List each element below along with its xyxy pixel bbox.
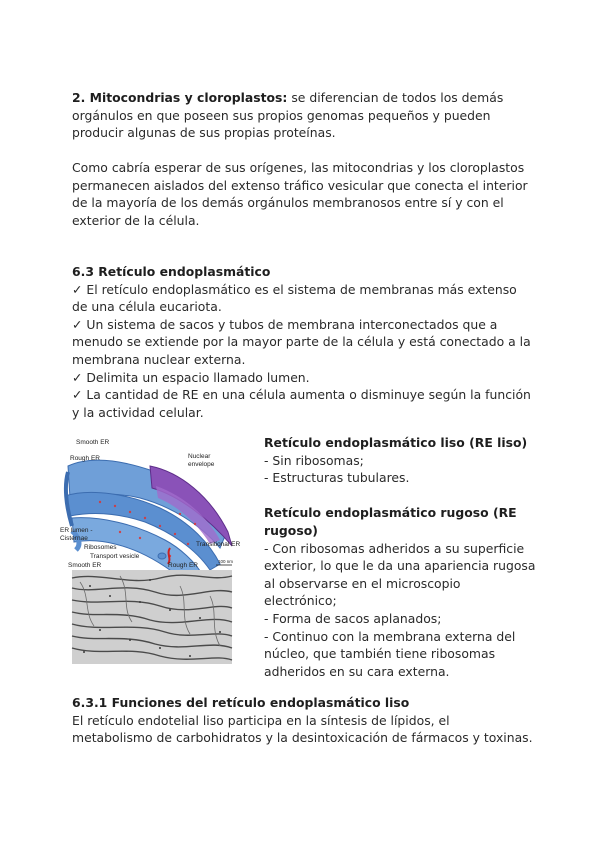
re-liso-item: - Estructuras tubulares. — [264, 470, 410, 486]
er-item: ✓ Delimita un espacio llamado lumen. — [72, 369, 310, 385]
label-rough-er-top: Rough ER — [70, 455, 100, 462]
er-item: ✓ El retículo endoplasmático es el sistema de membranas más extenso de una célula eucariota. — [72, 281, 517, 315]
mitochondria-heading: 2. Mitocondrias y cloroplastos: — [72, 90, 288, 105]
functions-heading: 6.3.1 Funciones del retículo endoplasmático liso — [72, 695, 410, 710]
check-icon: ✓ — [72, 387, 83, 403]
er-diagram — [60, 436, 240, 666]
label-scale: 100 nm — [218, 559, 234, 564]
label-smooth-er-bottom: Smooth ER — [68, 562, 102, 569]
check-icon: ✓ — [72, 281, 83, 297]
er-item: ✓ La cantidad de RE en una célula aumenta o disminuye según la función y la actividad celular. — [72, 387, 531, 420]
label-nuclear-envelope-2: envelope — [188, 461, 215, 468]
label-er-lumen: ER lumen - — [60, 527, 93, 534]
er-micrograph — [72, 570, 232, 664]
origins-paragraph: Como cabría esperar de sus orígenes, las mitocondrias y los cloroplastos permanecen aislados del extenso tráfico vesicular que conecta el interior de la mayoría de los demás orgánulos membranosos entre sí y con el exterior de la célula. — [72, 160, 528, 228]
re-rugoso-item: - Con ribosomas adheridos a su superficie exterior, lo que le da una apariencia rugosa al observarse en el microscopio electrónico; — [264, 540, 536, 609]
spacer — [264, 487, 536, 505]
label-transitional-er: Transitional ER — [196, 541, 240, 548]
functions-text: El retículo endotelial liso participa en la síntesis de lípidos, el metabolismo de carbohidratos y la desintoxicación de fármacos y toxinas. — [72, 712, 533, 746]
label-rough-er-bottom: Rough ER — [168, 562, 198, 569]
label-nuclear-envelope-1: Nuclear — [188, 453, 211, 460]
check-icon: ✓ — [72, 369, 83, 385]
re-liso-item: - Sin ribosomas; — [264, 452, 364, 468]
re-liso-title: Retículo endoplasmático liso (RE liso) — [264, 435, 528, 450]
re-rugoso-item: - Forma de sacos aplanados; — [264, 610, 442, 626]
label-smooth-er-top: Smooth ER — [76, 439, 110, 446]
er-item: ✓ Un sistema de sacos y tubos de membrana interconectados que a menudo se extiende por la mayor parte de la célula y está conectado a la membrana nuclear externa. — [72, 316, 531, 367]
label-transport-vesicle: Transport vesicle — [90, 553, 140, 560]
section-mitochondria — [72, 89, 534, 142]
section-smooth-er-functions — [72, 694, 534, 747]
section-er — [72, 263, 534, 421]
section-origins — [72, 159, 534, 229]
label-ribosomes: Ribosomes — [84, 544, 117, 551]
er-heading: 6.3 Retículo endoplasmático — [72, 264, 271, 279]
mitochondria-text: se diferencian de todos los demás orgánulos en que poseen sus propios genomas pequeños y pueden producir algunas de sus propias proteínas. — [72, 90, 504, 141]
mitochondria-paragraph — [72, 89, 534, 142]
er-types-column — [264, 434, 536, 680]
re-rugoso-item: - Continuo con la membrana externa del núcleo, que también tiene ribosomas adheridos en su cara externa. — [264, 628, 516, 679]
re-rugoso-title: Retículo endoplasmático rugoso (RE rugoso) — [264, 505, 517, 538]
er-diagram-figure — [60, 436, 240, 666]
check-icon: ✓ — [72, 316, 83, 332]
label-cisternae: Cisternae — [60, 535, 88, 542]
